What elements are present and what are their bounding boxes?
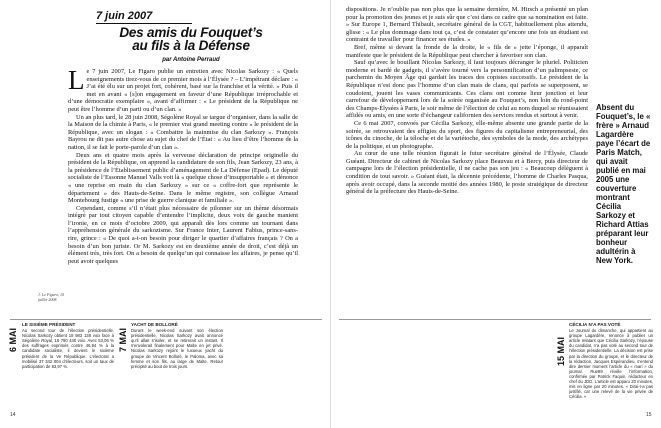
timeline-date: 7 MAI [118,327,128,352]
title-line-2: au fils à la Défense [132,38,250,53]
timeline-entry [131,322,223,369]
article-date: 7 juin 2007 [96,10,153,22]
paragraph: Cependant, comme s’il n’était plus nécessaire de pilonner sur un thème désormais intégré par tout citoyen capable d’entendre l’implicite, deux voix de gauche manient l’ironie, en ce mois d’octobre 2009, qui apparaît dès lors comme un tournant dans l’appréhension générale du sarkozisme. Sur France Inter, Laurent Fabius, prince-sans-rire, grince : « De quoi a-t-on besoin pour diriger le quartier d’affaires français ? On a besoin d’un bon juriste. Or M. Sarkozy est en deuxième année de droit, c’est déjà un élément très, très fort. On a besoin de quelqu’un qui connaisse les affaires, je pense qu’il peut avoir quelques [68,204,298,265]
book-gutter [330,0,331,428]
timeline-entry-text: Le Journal du dimanche, qui appartient au groupe Lagardère, renonce à publier un article relatant que Cécilia Sarkozy, l’épouse du candidat, n’a pas voté au second tour de l’élection présidentielle. La décision est prise par la direction du groupe, et le directeur de la rédaction, Jacques Espérandieu, s’entend dire dernier moment l’article du « mari » du journal. Rue89 révèle l’information, confirmée par Patrick Faquin, rédacteur en chef du JDD. L’article est apparu 20 minutes, mis en ligne par 20 minutes. « Dirai-t-a pas justifié, car une relevé de la vie privée de Cécilia. » [569,328,653,400]
right-article-body [346,6,588,310]
timeline-entry-text: Durant le week-end suivant son élection présidentielle, Nicolas Sarkozy avait annoncé qu’il allait s’isoler, et se retirerait un instant. Il s’envolerait finalement pour Malte en jet privé. Nicolas Sarkozy rejoint le luxueux yacht du groupe de Vincent Bolloré, le Paloma, avec sa femme et son fils, au large de Malte. Retour précipité au bout de trois jours. [131,328,223,369]
date-rule [96,23,192,24]
paragraph [68,68,298,114]
timeline-date: 6 MAI [8,327,18,352]
footnote: 1. Le Figaro, 10 juillet 2008. [38,292,64,302]
title-line-1: Des amis du Fouquet’s [119,25,263,40]
article-title [96,26,286,52]
timeline-entry-title: CÉCILIA N’A PAS VOTÉ [569,322,621,327]
timeline-entry-title: YACHT DE BOLLORÉ [131,322,178,327]
paragraph: Sauf qu’avec le bouillant Nicolas Sarkozy, il faut toujours décranger le pluriel. Politicien moderne et bardé de gadgets, il s’avère tourné vers la personnification d’un palimpseste, ce parchemin du Moyen Âge qui gardait les traces des copistes successifs. Le président de la République n’est donc pas l’homme d’un clan mais de clans, qui parfois se superposent, se coudoient, jouent les vases communicants. Ces clans ont comme lieur jonction et leur carrefour de développement lors de la soirée organisée au Fouquet’s, non loin du rond-point des Champs-Élysées à Paris, le soir même de l’élection de celui au nom duquel se réunissaient affidés ou amis, en une sorte d’échangeur californien des services rendus et surtout à venir. [346,59,588,120]
paragraph: dispositions. Je n’oublie pas non plus que la semaine dernière, M. Hirsch a présenté un plan pour la promotion des jeunes et je suis sûr que c’est dans ce cadre que sa nomination est faite. » Sur Europe 1, Bernard Thibault, secrétaire général de la CGT, habituellement plus attendu, glisse : « Le plus dommage dans tout ça, c’est de constater qu’encore une fois un étudiant est contraint de travailler pour financer ses études. » [346,6,588,44]
byline: par Antoine Perraud [162,57,220,63]
paragraph: Un an plus tard, le 28 juin 2008, Ségolène Royal se targue d’organiser, dans la salle de la Maison de la chimie à Paris, « le premier vrai grand meeting contre » le président de la République, avec un slogan : « Combattre la mainmise du clan Sarkozy ». François Bayrou ne dit pas autre chose au sujet du chef de l’État : « Au lieu d’être l’homme de la nation, il se fait le porte-parole d’un clan ». [68,113,298,151]
paragraph-text: e 7 juin 2007, Le Figaro publie un entretien avec Nicolas Sarkozy : « Quels enseignements tirez-vous de ce premier mois à l’Élysée ? – L’impétrant déclare : « J’ai été élu sur un projet fort, cohérent, basé sur la franchise et la vérité. » Puis il met en avant « [s]on engagement en faveur d’une République irréprochable et d’une démocratie exemplaire », avant d’affirmer : « Le président de la République ne peut être l’homme d’un parti ou d’un clan. » [68,68,298,113]
timeline-entry [569,322,653,399]
timeline-entry [22,322,114,369]
timeline-entry-title: LE SIXIÈME PRÉSIDENT [22,322,76,327]
timeline-date: 15 MAI [556,336,566,366]
paragraph: Deux ans et quatre mois après la verveuse déclaration de principe originelle du président de la République, on apprend la candidature de son fils, Jean Sarkozy, 23 ans, à la présidence de l’Établissement public d’aménagement de La Défense (Epad). Le député socialiste de l’Essonne Manuel Valls voit là « quelque chose d’insupportable » et dénonce « une reprise en main du clan Sarkozy » sur ce « coffre-fort que représente le département » des Hauts-de-Seine. Dans le même registre, son collègue Arnaud Montebourg fustige « une prise de guerre clanique et familiale ». [68,151,298,205]
page-number-right: 15 [646,412,652,418]
page-number-left: 14 [10,412,16,418]
drop-cap: L [68,68,85,95]
left-article-body [68,68,298,304]
paragraph: Au cœur de une telle réunion figurait le futur secrétaire général de l’Élysée, Claude Guéant. Directeur de cabinet de Nicolas Sarkozy place Beauvau et à Bercy, puis directeur de campagne lors de l’élection présidentielle, il ne cache pas son jeu : « Beaucoup délèguent à condition de tout savoir. » Guéant était, la décennie précédente, l’homme de Charles Pasqua, après avoir occupé, dans la seconde moitié des années 1980, le poste stratégique de directeur général de la préfecture des Hauts-de-Seine. [346,150,588,196]
paragraph: Bref, même si devant la fronde de la droite, le « fils de » jette l’éponge, il apparaît manifeste que le président de la République peut chercher à favoriser son clan. [346,43,588,59]
timeline-entry-text: Au second tour de l’élection présidentielle, Nicolas Sarkozy obtient 18 983 138 voix face à Ségolène Royal, 16 790 440 voix. Avec 53,06 % des suffrages exprimés contre 46,94 % à la candidate socialiste, il devient le sixième président de la Ve République. L’électorat a mobilisé 37 342 004 d’électeurs, soit un taux de participation de 83,97 %. [22,328,114,369]
sidebar-callout: Absent du Fouquet’s, le « frère » Arnaud Lagardère paye l’écart de Paris Match, qui avait publié en mai 2005 une couverture montrant Cécilia Sarkozy et Richard Attias préparant leur bonheur adultérin à New York. [596,103,651,265]
paragraph: Ce 6 mai 2007, convoés par Cécilia Sarkozy, elle-même absente une grande partie de la soirée, se retrouvaient des effigies du sport, des figures du capitalisme entrepreneurial, des icônes du cinoche, de la téloche et de la variétoche, des symboles de la mode, des archétypes de la politique, et un photographe. [346,119,588,150]
